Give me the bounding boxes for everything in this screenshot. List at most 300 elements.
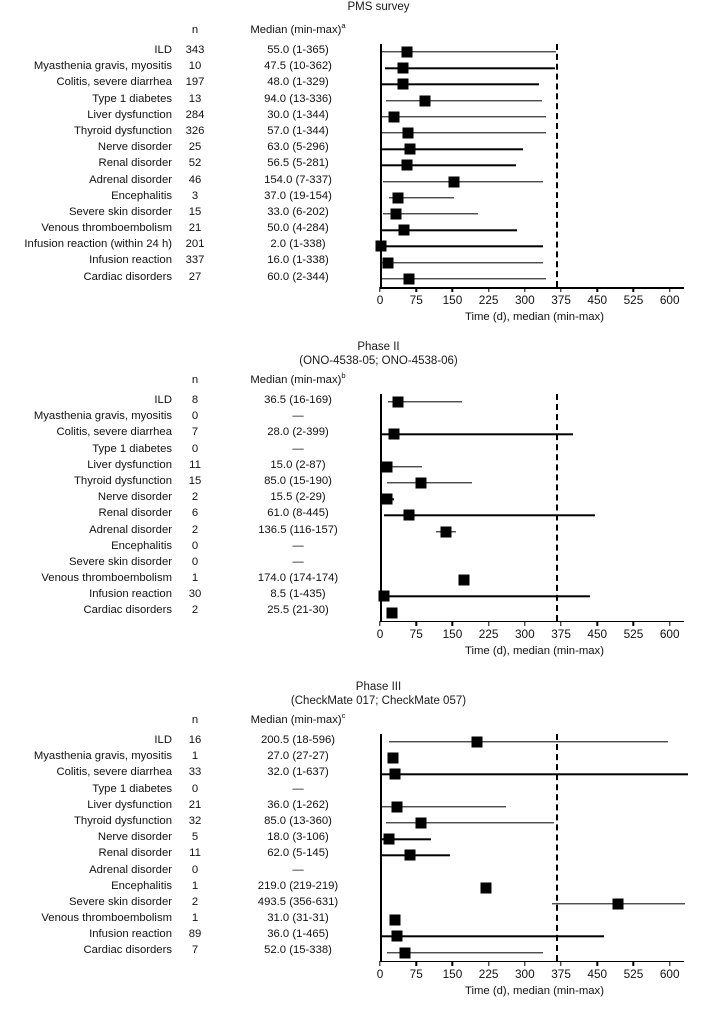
x-axis-tick-label: 525 <box>623 966 644 981</box>
range-whisker <box>380 116 546 117</box>
plot-row <box>380 254 689 270</box>
plot-row <box>380 394 689 410</box>
table-row <box>0 157 380 173</box>
table-row <box>0 93 380 109</box>
x-axis-tick <box>416 621 417 626</box>
row-event-label: Cardiac disorders <box>83 944 172 957</box>
row-event-label: Severe skin disorder <box>69 205 172 218</box>
range-whisker <box>380 262 543 263</box>
row-n-value: 32 <box>188 814 202 827</box>
x-axis-tick <box>524 961 525 966</box>
row-event-label: Cardiac disorders <box>83 604 172 617</box>
median-marker <box>404 850 415 861</box>
row-event-label: Colitis, severe diarrhea <box>56 766 172 779</box>
range-whisker <box>382 149 522 150</box>
row-median-value: 85.0 (15-190) <box>264 474 332 487</box>
row-event-label: ILD <box>154 44 172 56</box>
plot-row <box>380 475 689 491</box>
row-n-value: 8 <box>191 394 199 406</box>
table-row <box>0 141 380 157</box>
row-n-value: 201 <box>185 238 205 251</box>
x-axis-tick-label: 300 <box>515 966 535 981</box>
table-row <box>0 410 380 426</box>
row-n-value: 21 <box>188 222 202 235</box>
row-n-value: 46 <box>188 173 202 186</box>
row-event-label: Encephalitis <box>111 879 172 892</box>
data-table <box>0 371 380 621</box>
row-n-value: 13 <box>188 92 202 105</box>
row-median-value: 62.0 (5-145) <box>267 847 329 860</box>
row-n-value: 89 <box>188 928 202 941</box>
x-axis-tick-label: 75 <box>409 626 423 641</box>
panel-title-line: (CheckMate 017; CheckMate 057) <box>290 695 467 707</box>
header-median-superscript: a <box>341 21 346 31</box>
row-median-value: 154.0 (7-337) <box>264 173 332 186</box>
table-row <box>0 190 380 206</box>
plot-row <box>380 44 689 60</box>
row-median-value: 493.5 (356-631) <box>257 895 339 908</box>
header-n: n <box>191 714 199 726</box>
plot-row <box>380 831 689 847</box>
plot-row <box>380 76 689 92</box>
x-axis-tick <box>560 287 561 292</box>
median-marker <box>404 510 415 521</box>
header-n: n <box>191 24 199 36</box>
x-axis-tick <box>524 621 525 626</box>
row-median-value: 61.0 (8-445) <box>267 507 329 520</box>
table-row <box>0 507 380 523</box>
row-median-value: 56.5 (5-281) <box>267 157 329 170</box>
row-median-value: 85.0 (13-360) <box>264 814 332 827</box>
row-median-value: — <box>292 863 304 876</box>
x-axis-tick <box>560 621 561 626</box>
row-n-value: 1 <box>191 750 199 763</box>
row-n-value: 1 <box>191 912 199 925</box>
row-event-label: Myasthenia gravis, myositis <box>33 60 172 73</box>
plot-row <box>380 912 689 928</box>
plot-row <box>380 847 689 863</box>
table-row <box>0 604 380 620</box>
x-axis-tick <box>597 287 598 292</box>
table-row <box>0 783 380 799</box>
range-whisker <box>382 855 450 856</box>
panel-title-line: PMS survey <box>347 1 410 13</box>
x-axis-tick <box>452 287 453 292</box>
x-axis-title: Time (d), median (min-max) <box>465 984 604 997</box>
row-median-value: 33.0 (6-202) <box>267 205 329 218</box>
table-row <box>0 847 380 863</box>
panel-body <box>0 21 709 337</box>
row-n-value: 337 <box>185 254 205 267</box>
plot-row <box>380 174 689 190</box>
x-axis-tick <box>488 961 489 966</box>
median-marker <box>402 160 413 171</box>
plot-row <box>380 944 689 960</box>
panel-body <box>0 711 709 1011</box>
header-median-text: Median (min-max) <box>250 374 342 386</box>
median-marker <box>375 241 386 252</box>
plot-row <box>380 540 689 556</box>
plot-row <box>380 928 689 944</box>
median-marker <box>392 397 403 408</box>
x-axis-title: Time (d), median (min-max) <box>465 644 604 657</box>
median-marker <box>390 769 401 780</box>
x-axis-tick <box>488 621 489 626</box>
median-marker <box>382 494 393 505</box>
table-row <box>0 912 380 928</box>
row-event-label: Encephalitis <box>111 539 172 552</box>
row-n-value: 2 <box>191 491 199 504</box>
row-n-value: 7 <box>191 426 199 439</box>
row-n-value: 0 <box>191 442 199 455</box>
table-row <box>0 556 380 572</box>
median-marker <box>387 607 398 618</box>
plot-row <box>380 190 689 206</box>
x-axis-tick-label: 375 <box>551 626 571 641</box>
plot-row <box>380 783 689 799</box>
header-median <box>218 21 378 36</box>
row-event-label: Adrenal disorder <box>89 523 172 536</box>
table-row <box>0 864 380 880</box>
table-row <box>0 459 380 475</box>
row-n-value: 11 <box>189 847 201 860</box>
row-event-label: Renal disorder <box>98 157 172 170</box>
row-n-value: 27 <box>188 270 202 283</box>
range-whisker <box>381 434 573 435</box>
plot-area <box>376 24 709 337</box>
row-median-value: 15.5 (2-29) <box>270 491 326 504</box>
row-n-value: 21 <box>188 798 202 811</box>
x-axis-tick <box>488 287 489 292</box>
row-median-value: 16.0 (1-338) <box>267 254 329 267</box>
table-row <box>0 540 380 556</box>
header-median-superscript: c <box>341 711 346 721</box>
row-event-label: ILD <box>154 734 172 746</box>
plot-row <box>380 443 689 459</box>
range-whisker <box>385 68 555 69</box>
row-median-value: — <box>292 555 304 568</box>
row-median-value: 25.5 (21-30) <box>267 604 329 617</box>
plot-area <box>376 374 709 671</box>
row-n-value: 3 <box>191 189 199 202</box>
plot-row <box>380 109 689 125</box>
table-row <box>0 475 380 491</box>
plot-inner <box>380 44 689 287</box>
table-header-row <box>0 21 380 44</box>
row-event-label: Renal disorder <box>98 507 172 520</box>
plot-row <box>380 604 689 620</box>
row-n-value: 5 <box>191 831 199 844</box>
panel-title <box>0 680 709 708</box>
table-row <box>0 76 380 92</box>
range-whisker <box>383 181 542 182</box>
header-median-text: Median (min-max) <box>250 24 342 36</box>
plot-row <box>380 524 689 540</box>
row-event-label: Thyroid dysfunction <box>74 124 172 137</box>
panel-title-line: Phase III <box>355 681 402 693</box>
x-axis-tick-label: 600 <box>659 293 680 307</box>
median-marker <box>400 947 411 958</box>
row-n-value: 326 <box>185 124 205 137</box>
plot-row <box>380 864 689 880</box>
row-event-label: Severe skin disorder <box>69 555 172 568</box>
row-median-value: 37.0 (19-154) <box>264 189 332 202</box>
row-event-label: Nerve disorder <box>97 491 172 504</box>
x-axis-tick <box>669 287 670 292</box>
median-marker <box>613 898 624 909</box>
table-row <box>0 944 380 960</box>
table-row <box>0 125 380 141</box>
x-axis-tick <box>597 961 598 966</box>
row-event-label: Myasthenia gravis, myositis <box>33 410 172 423</box>
row-event-label: Infusion reaction <box>89 588 172 601</box>
plot-row <box>380 880 689 896</box>
row-event-label: ILD <box>154 394 172 406</box>
plot-row <box>380 238 689 254</box>
table-header-row <box>0 711 380 734</box>
median-marker <box>389 111 400 122</box>
row-median-value: 18.0 (3-106) <box>267 831 329 844</box>
x-axis-tick-label: 150 <box>442 966 463 981</box>
row-median-value: 36.0 (1-262) <box>267 798 329 811</box>
median-marker <box>388 753 399 764</box>
plot-row <box>380 206 689 222</box>
table-row <box>0 491 380 507</box>
plot-row <box>380 410 689 426</box>
row-event-label: Type 1 diabetes <box>92 442 172 455</box>
x-axis-tick-label: 300 <box>515 293 535 307</box>
row-event-label: Encephalitis <box>111 189 172 202</box>
range-whisker <box>389 741 668 742</box>
row-n-value: 0 <box>191 863 199 876</box>
row-n-value: 2 <box>191 604 199 617</box>
row-event-label: Adrenal disorder <box>89 863 172 876</box>
plot-row <box>380 572 689 588</box>
median-marker <box>392 931 403 942</box>
median-marker <box>471 737 482 748</box>
x-axis-tick-label: 150 <box>442 293 463 307</box>
row-event-label: Severe skin disorder <box>69 895 172 908</box>
x-axis-tick-label: 225 <box>478 626 499 641</box>
table-row <box>0 443 380 459</box>
panel-title <box>0 340 709 368</box>
x-axis-tick <box>669 621 670 626</box>
table-row <box>0 734 380 750</box>
header-median-superscript: b <box>341 371 346 381</box>
median-marker <box>403 273 414 284</box>
row-median-value: 57.0 (1-344) <box>267 124 329 137</box>
table-row <box>0 222 380 238</box>
table-row <box>0 174 380 190</box>
x-axis-tick <box>416 961 417 966</box>
x-axis-tick <box>452 621 453 626</box>
row-n-value: 6 <box>191 507 199 520</box>
x-axis-tick-label: 225 <box>478 293 499 307</box>
median-marker <box>382 257 393 268</box>
median-marker <box>379 591 390 602</box>
x-axis-tick-label: 0 <box>376 293 384 307</box>
row-n-value: 10 <box>188 60 202 73</box>
row-n-value: 2 <box>191 523 199 536</box>
plot-row <box>380 896 689 912</box>
row-event-label: Infusion reaction <box>89 254 172 267</box>
row-n-value: 15 <box>188 474 202 487</box>
row-event-label: Venous thromboembolism <box>41 912 172 925</box>
row-median-value: 60.0 (2-344) <box>267 270 329 283</box>
row-n-value: 15 <box>188 205 202 218</box>
row-n-value: 197 <box>185 76 205 89</box>
table-row <box>0 750 380 766</box>
row-n-value: 11 <box>189 458 201 471</box>
row-median-value: 55.0 (1-365) <box>267 44 329 56</box>
plot-area <box>376 714 709 1011</box>
plot-row <box>380 426 689 442</box>
row-n-value: 2 <box>191 895 199 908</box>
x-axis-tick-label: 375 <box>551 293 571 307</box>
median-marker <box>459 575 470 586</box>
row-event-label: Type 1 diabetes <box>92 92 172 105</box>
plot-row <box>380 766 689 782</box>
panel-title <box>0 0 709 14</box>
x-axis-tick-label: 525 <box>623 293 644 307</box>
plot-row <box>380 459 689 475</box>
x-axis-tick-label: 375 <box>551 966 571 981</box>
row-median-value: 50.0 (4-284) <box>267 222 329 235</box>
median-marker <box>390 208 401 219</box>
row-median-value: — <box>292 410 304 423</box>
row-n-value: 7 <box>191 944 199 957</box>
row-n-value: 16 <box>188 734 202 746</box>
row-median-value: 2.0 (1-338) <box>270 238 326 251</box>
x-axis-tick <box>633 287 634 292</box>
x-axis-tick-label: 75 <box>409 966 423 981</box>
row-n-value: 30 <box>188 588 202 601</box>
table-row <box>0 238 380 254</box>
x-axis-tick <box>633 961 634 966</box>
row-median-value: 8.5 (1-435) <box>270 588 326 601</box>
plot-row <box>380 799 689 815</box>
table-row <box>0 426 380 442</box>
plot-row <box>380 750 689 766</box>
range-whisker <box>386 822 554 823</box>
row-median-value: 63.0 (5-296) <box>267 141 329 154</box>
x-axis-tick <box>669 961 670 966</box>
x-axis <box>376 287 689 337</box>
median-marker <box>405 144 416 155</box>
row-event-label: Liver dysfunction <box>87 108 172 121</box>
x-axis-line <box>380 961 684 963</box>
table-row <box>0 928 380 944</box>
x-axis-tick <box>416 287 417 292</box>
row-median-value: 174.0 (174-174) <box>257 572 339 585</box>
row-n-value: 0 <box>191 555 199 568</box>
x-axis-tick <box>524 287 525 292</box>
plot-row <box>380 507 689 523</box>
row-median-value: 136.5 (116-157) <box>258 523 338 536</box>
table-row <box>0 831 380 847</box>
data-table <box>0 711 380 961</box>
median-marker <box>388 429 399 440</box>
plot-inner <box>380 394 689 621</box>
row-event-label: Nerve disorder <box>97 831 172 844</box>
row-n-value: 1 <box>191 572 199 585</box>
table-row <box>0 766 380 782</box>
plot-row <box>380 125 689 141</box>
panel-1 <box>0 0 709 337</box>
header-n: n <box>191 374 199 386</box>
row-median-value: 31.0 (31-31) <box>267 912 329 925</box>
table-row <box>0 254 380 270</box>
plot-row <box>380 588 689 604</box>
row-median-value: 48.0 (1-329) <box>267 76 329 89</box>
plot-row <box>380 222 689 238</box>
x-axis-tick-label: 450 <box>587 626 608 641</box>
plot-row <box>380 556 689 572</box>
row-event-label: Infusion reaction (within 24 h) <box>24 238 172 251</box>
row-n-value: 0 <box>191 539 199 552</box>
table-row <box>0 572 380 588</box>
plot-row <box>380 734 689 750</box>
panel-3 <box>0 680 709 1011</box>
row-event-label: Infusion reaction <box>89 928 172 941</box>
x-axis-tick-label: 0 <box>376 626 384 641</box>
plot-row <box>380 60 689 76</box>
x-axis-tick-label: 150 <box>442 626 463 641</box>
table-row <box>0 880 380 896</box>
row-median-value: 47.5 (10-362) <box>264 60 332 73</box>
x-axis-tick-label: 0 <box>376 966 384 981</box>
row-event-label: Nerve disorder <box>97 141 172 154</box>
row-median-value: — <box>292 539 304 552</box>
range-whisker <box>380 936 604 937</box>
median-marker <box>389 915 400 926</box>
table-header-row <box>0 371 380 394</box>
panel-title-line: (ONO-4538-05; ONO-4538-06) <box>299 355 458 367</box>
row-median-value: 28.0 (2-399) <box>267 426 329 439</box>
row-n-value: 1 <box>191 879 199 892</box>
median-marker <box>440 526 451 537</box>
panel-2 <box>0 340 709 671</box>
median-marker <box>383 834 394 845</box>
row-event-label: Thyroid dysfunction <box>74 814 172 827</box>
x-axis-tick <box>379 621 380 626</box>
table-row <box>0 799 380 815</box>
row-event-label: Colitis, severe diarrhea <box>56 76 172 89</box>
plot-row <box>380 815 689 831</box>
data-table <box>0 21 380 287</box>
row-median-value: 32.0 (1-637) <box>267 766 329 779</box>
table-row <box>0 206 380 222</box>
row-event-label: Thyroid dysfunction <box>74 474 172 487</box>
x-axis-tick <box>597 621 598 626</box>
median-marker <box>399 225 410 236</box>
median-marker <box>398 79 409 90</box>
row-n-value: 52 <box>188 157 202 170</box>
row-event-label: Adrenal disorder <box>89 173 172 186</box>
table-row <box>0 271 380 287</box>
row-event-label: Type 1 diabetes <box>92 782 172 795</box>
row-event-label: Venous thromboembolism <box>41 572 172 585</box>
row-median-value: — <box>292 782 304 795</box>
x-axis-tick-label: 450 <box>587 293 608 307</box>
row-event-label: Renal disorder <box>98 847 172 860</box>
header-median <box>218 711 378 726</box>
median-marker <box>480 882 491 893</box>
row-n-value: 25 <box>188 141 202 154</box>
plot-row <box>380 93 689 109</box>
plot-row <box>380 271 689 287</box>
plot-row <box>380 491 689 507</box>
